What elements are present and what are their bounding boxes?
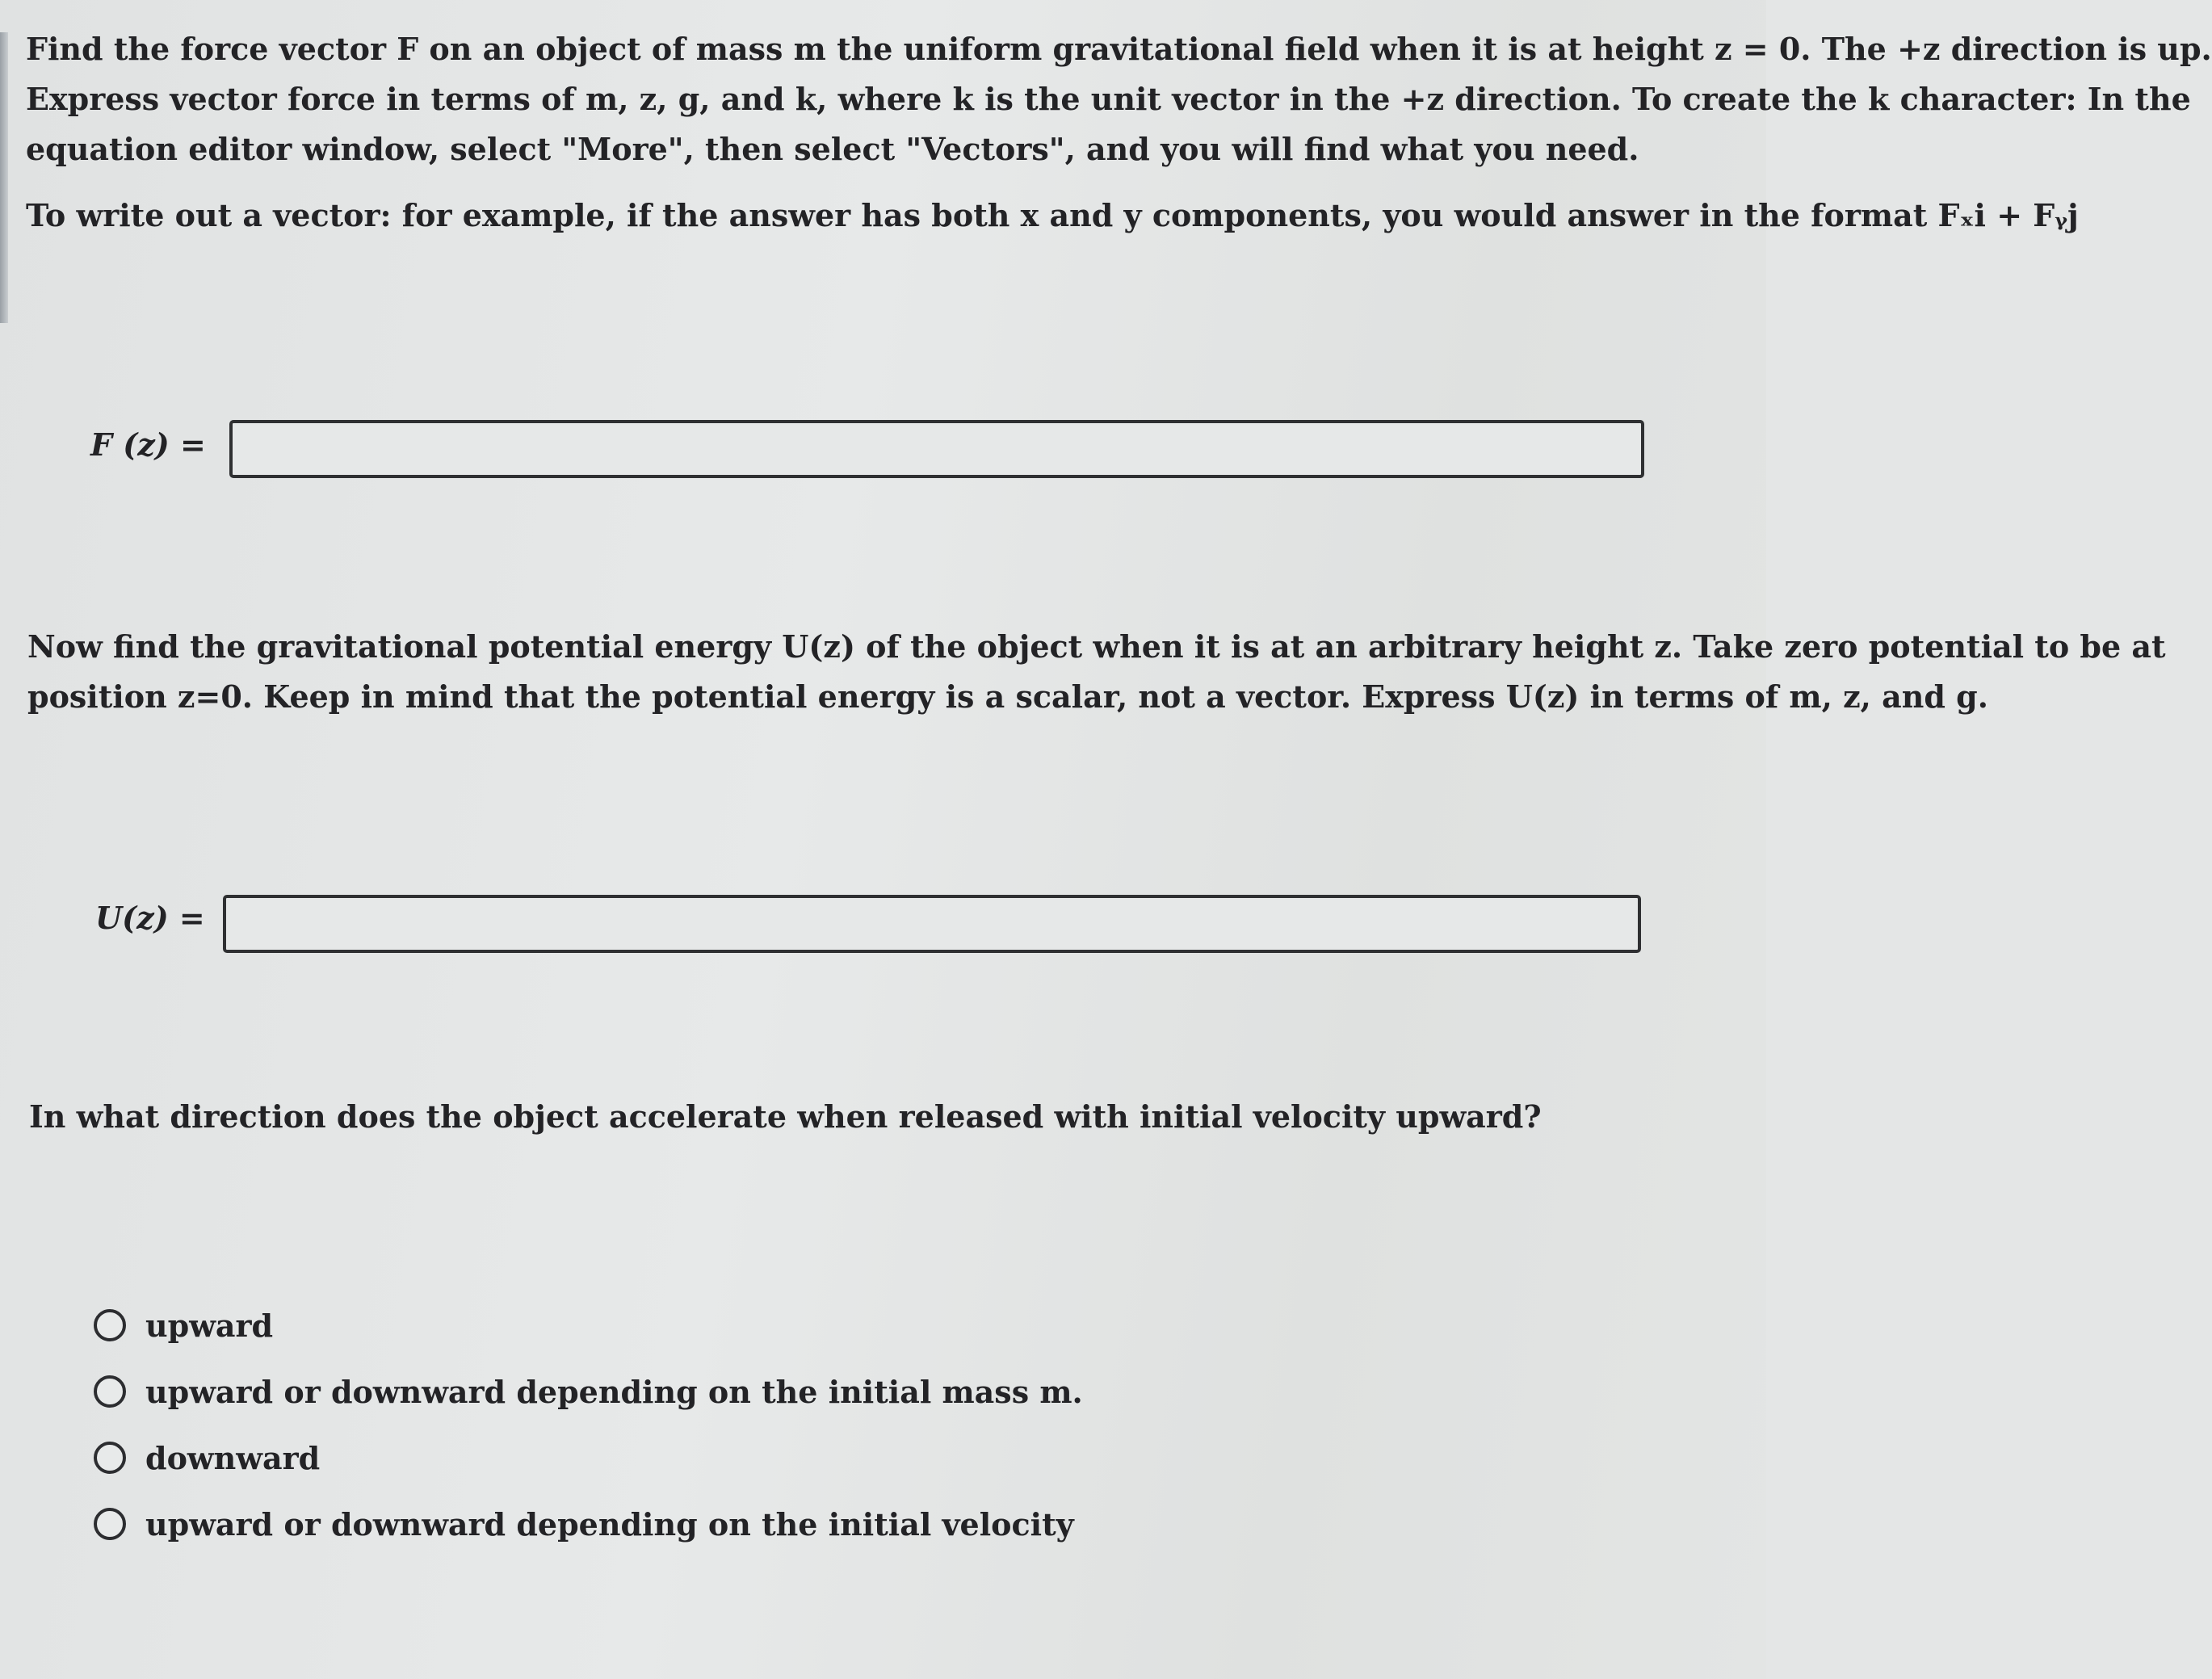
option-label: upward or downward depending on the initial velocity [145, 1505, 1074, 1543]
radio-button[interactable] [94, 1508, 126, 1540]
vector-format-note [26, 191, 2079, 241]
potential-answer-label: U(z) = [95, 900, 205, 936]
potential-answer-input[interactable] [223, 895, 1641, 953]
question-1-line-3: equation editor window, select "More", then select "Vectors", and you will find what you need. [26, 131, 1639, 167]
question-3-prompt: In what direction does the object accelerate when released with initial velocity upward? [29, 1098, 1542, 1135]
radio-button[interactable] [94, 1375, 126, 1408]
option-label: upward [145, 1307, 274, 1344]
option-upward[interactable] [94, 1292, 1224, 1358]
question-2-text [27, 622, 2166, 722]
question-2-line-1: Now find the gravitational potential energy U(z) of the object when it is at an arbitrary height z. Take zero potential to be at [27, 628, 2166, 665]
option-depends-on-mass[interactable] [94, 1358, 1224, 1425]
vector-format-note-text: To write out a vector: for example, if the answer has both x and y components, you would answer in the format Fₓi + Fᵧj [26, 197, 2079, 233]
question-3-text [29, 1092, 1725, 1142]
question-1-line-1: Find the force vector F on an object of mass m the uniform gravitational field when it is at height z = 0. The +z direction is up. [26, 31, 2212, 67]
option-depends-on-velocity[interactable] [94, 1491, 1224, 1557]
sidebar-edge [0, 32, 8, 323]
option-downward[interactable] [94, 1425, 1224, 1491]
direction-options [94, 1292, 1224, 1557]
option-label: upward or downward depending on the initial mass m. [145, 1373, 1083, 1410]
force-answer-label: F (z) = [90, 426, 206, 463]
question-2-line-2: position z=0. Keep in mind that the potential energy is a scalar, not a vector. Express U(z) in terms of m, z, and g. [27, 678, 1988, 715]
radio-button[interactable] [94, 1442, 126, 1474]
question-1-line-2: Express vector force in terms of m, z, g, and k, where k is the unit vector in the +z direction. To create the k character: In the [26, 81, 2191, 117]
force-answer-input[interactable] [229, 420, 1644, 478]
option-label: downward [145, 1439, 321, 1476]
question-1-text [26, 24, 2212, 174]
radio-button[interactable] [94, 1309, 126, 1341]
